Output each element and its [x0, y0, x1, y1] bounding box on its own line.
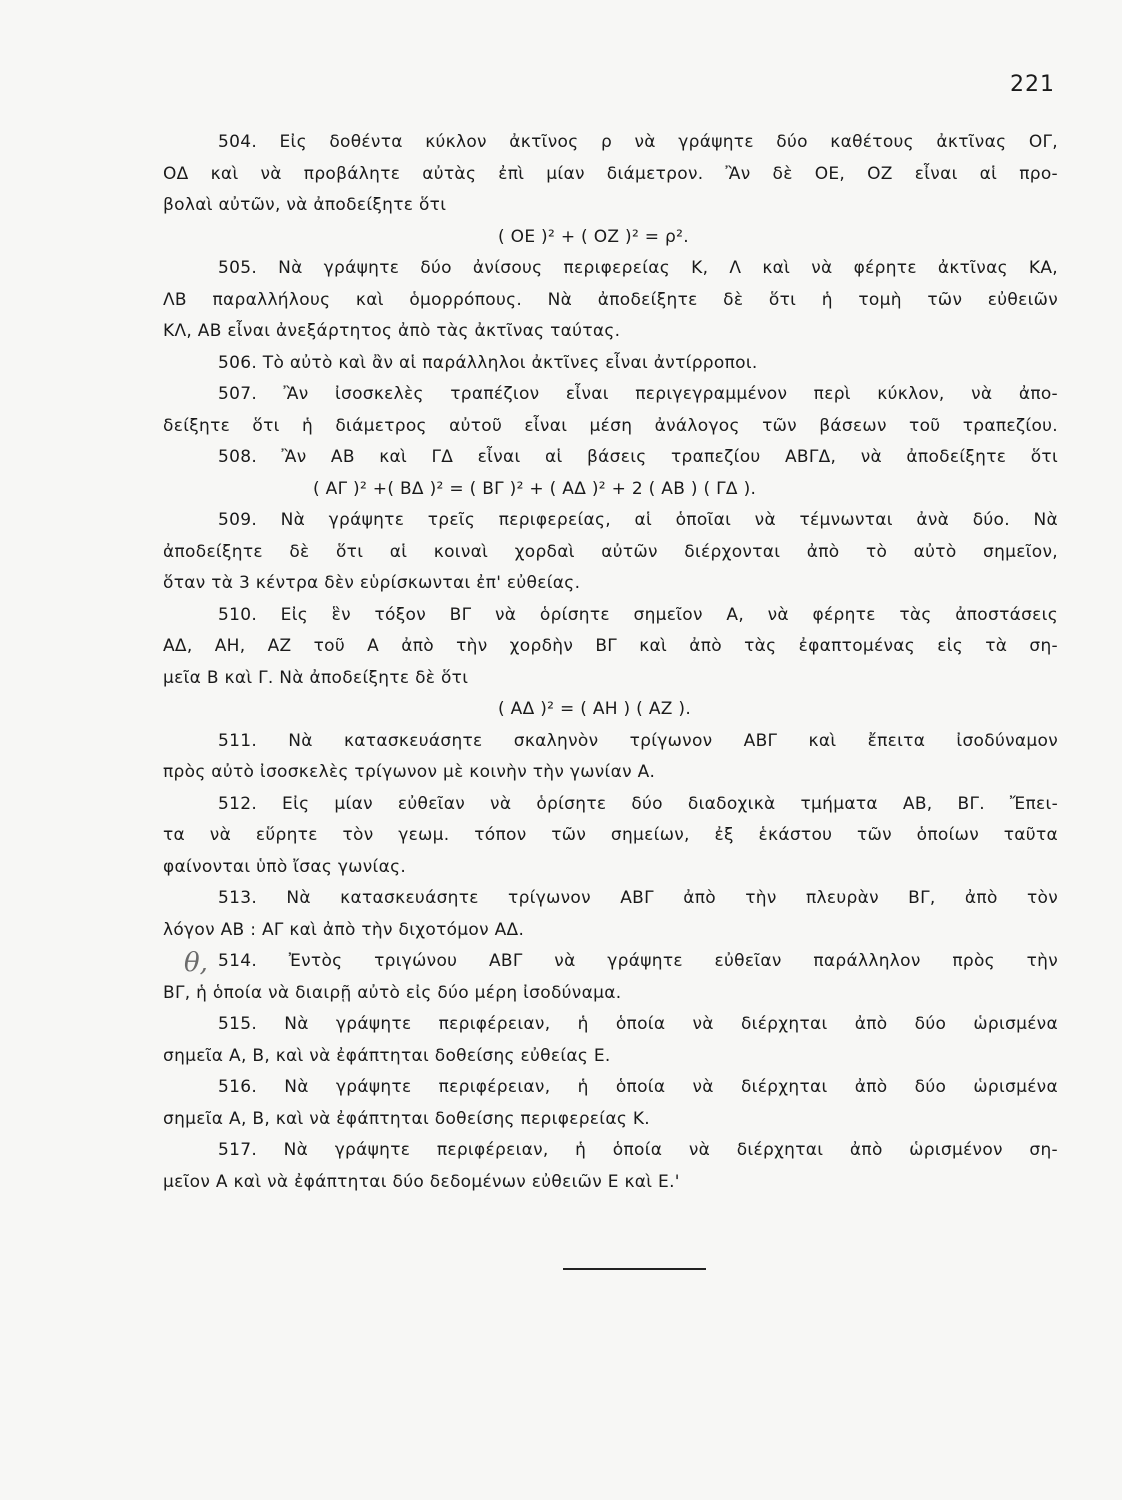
exercise-516-line-1: 516. Νὰ γράψητε περιφέρειαν, ἡ ὁποία νὰ διέρχηται ἀπὸ δύο ὡρισμένα: [218, 1077, 1058, 1097]
exercise-504-line-3: βολαὶ αὐτῶν, νὰ ἀποδείξητε ὅτι: [163, 195, 447, 215]
exercise-507-line-1: 507. Ἂν ἰσοσκελὲς τραπέζιον εἶναι περιγεγραμμένον περὶ κύκλον, νὰ ἀπο-: [218, 384, 1058, 404]
exercise-508-equation: ( ΑΓ )² +( ΒΔ )² = ( ΒΓ )² + ( ΑΔ )² + 2 ( ΑΒ ) ( ΓΔ ).: [313, 478, 757, 499]
exercise-508-line-1: 508. Ἂν ΑΒ καὶ ΓΔ εἶναι αἱ βάσεις τραπεζίου ΑΒΓΔ, νὰ ἀποδείξητε ὅτι: [218, 447, 1058, 467]
exercise-504-line-1: 504. Εἰς δοθέντα κύκλον ἀκτῖνος ρ νὰ γράψητε δύο καθέτους ἀκτῖνας ΟΓ,: [218, 132, 1058, 152]
exercise-510-line-3: μεῖα Β καὶ Γ. Νὰ ἀποδείξητε δὲ ὅτι: [163, 667, 469, 688]
exercise-509-line-2: ἀποδείξητε δὲ ὅτι αἱ κοιναὶ χορδαὶ αὐτῶν διέρχονται ἀπὸ τὸ αὐτὸ σημεῖον,: [163, 541, 1058, 562]
exercise-512-line-1: 512. Εἰς μίαν εὐθεῖαν νὰ ὁρίσητε δύο διαδοχικὰ τμήματα ΑΒ, ΒΓ. Ἔπει-: [218, 793, 1058, 814]
exercise-511-line-2: πρὸς αὐτὸ ἰσοσκελὲς τρίγωνον μὲ κοινὴν τὴν γωνίαν Α.: [163, 762, 656, 782]
exercise-507-line-2: δείξητε ὅτι ἡ διάμετρος αὐτοῦ εἶναι μέση ἀνάλογος τῶν βάσεων τοῦ τραπεζίου.: [163, 415, 1058, 436]
exercise-510-line-2: ΑΔ, ΑΗ, ΑΖ τοῦ Α ἀπὸ τὴν χορδὴν ΒΓ καὶ ἀπὸ τὰς ἐφαπτομένας εἰς τὰ ση-: [163, 636, 1058, 656]
end-rule-divider: [563, 1268, 706, 1270]
page-number: 221: [1010, 72, 1055, 97]
exercise-512-line-3: φαίνονται ὑπὸ ἴσας γωνίας.: [163, 856, 407, 877]
exercise-510-line-1: 510. Εἰς ἓν τόξον ΒΓ νὰ ὁρίσητε σημεῖον Α, νὰ φέρητε τὰς ἀποστάσεις: [218, 604, 1058, 625]
exercise-516-line-2: σημεῖα Α, Β, καὶ νὰ ἐφάπτηται δοθείσης περιφερείας Κ.: [163, 1108, 650, 1129]
exercise-510-equation: ( ΑΔ )² = ( ΑΗ ) ( ΑΖ ).: [498, 699, 692, 719]
exercise-506-line-1: 506. Τὸ αὐτὸ καὶ ἂν αἱ παράλληλοι ἀκτῖνες εἶναι ἀντίρροποι.: [218, 352, 758, 373]
handwritten-margin-mark: θ,: [184, 948, 208, 978]
exercise-512-line-2: τα νὰ εὕρητε τὸν γεωμ. τόπον τῶν σημείων, ἐξ ἑκάστου τῶν ὁποίων ταῦτα: [163, 825, 1058, 845]
exercise-509-line-3: ὅταν τὰ 3 κέντρα δὲν εὑρίσκωνται ἐπ' εὐθείας.: [163, 573, 581, 593]
exercise-505-line-3: ΚΛ, ΑΒ εἶναι ἀνεξάρτητος ἀπὸ τὰς ἀκτῖνας ταύτας.: [163, 321, 621, 341]
exercise-513-line-2: λόγον ΑΒ : ΑΓ καὶ ἀπὸ τὴν διχοτόμον ΑΔ.: [163, 919, 525, 940]
exercise-505-line-1: 505. Νὰ γράψητε δύο ἀνίσους περιφερείας Κ, Λ καὶ νὰ φέρητε ἀκτῖνας ΚΑ,: [218, 258, 1058, 278]
exercise-514-line-2: ΒΓ, ἡ ὁποία νὰ διαιρῇ αὐτὸ εἰς δύο μέρη ἰσοδύναμα.: [163, 982, 622, 1003]
exercise-505-line-2: ΛΒ παραλλήλους καὶ ὁμορρόπους. Νὰ ἀποδείξητε δὲ ὅτι ἡ τομὴ τῶν εὐθειῶν: [163, 289, 1058, 310]
exercise-509-line-1: 509. Νὰ γράψητε τρεῖς περιφερείας, αἱ ὁποῖαι νὰ τέμνωνται ἀνὰ δύο. Νὰ: [218, 510, 1058, 530]
exercise-517-line-2: μεῖον Α καὶ νὰ ἐφάπτηται δύο δεδομένων εὐθειῶν Ε καὶ Ε.': [163, 1171, 680, 1192]
exercise-list: [163, 127, 1058, 1198]
exercise-514-line-1: 514. Ἐντὸς τριγώνου ΑΒΓ νὰ γράψητε εὐθεῖαν παράλληλον πρὸς τὴν: [218, 951, 1058, 971]
exercise-517-line-1: 517. Νὰ γράψητε περιφέρειαν, ἡ ὁποία νὰ διέρχηται ἀπὸ ὡρισμένον ση-: [218, 1140, 1058, 1160]
exercise-515-line-2: σημεῖα Α, Β, καὶ νὰ ἐφάπτηται δοθείσης εὐθείας Ε.: [163, 1045, 611, 1066]
exercise-513-line-1: 513. Νὰ κατασκευάσητε τρίγωνον ΑΒΓ ἀπὸ τὴν πλευρὰν ΒΓ, ἀπὸ τὸν: [218, 888, 1058, 908]
exercise-511-line-1: 511. Νὰ κατασκευάσητε σκαληνὸν τρίγωνον ΑΒΓ καὶ ἔπειτα ἰσοδύναμον: [218, 730, 1058, 751]
exercise-515-line-1: 515. Νὰ γράψητε περιφέρειαν, ἡ ὁποία νὰ διέρχηται ἀπὸ δύο ὡρισμένα: [218, 1014, 1058, 1034]
exercise-504-line-2: ΟΔ καὶ νὰ προβάλητε αὐτὰς ἐπὶ μίαν διάμετρον. Ἂν δὲ ΟΕ, ΟΖ εἶναι αἱ προ-: [163, 163, 1058, 184]
exercise-504-equation: ( ΟΕ )² + ( ΟΖ )² = ρ².: [498, 226, 689, 247]
